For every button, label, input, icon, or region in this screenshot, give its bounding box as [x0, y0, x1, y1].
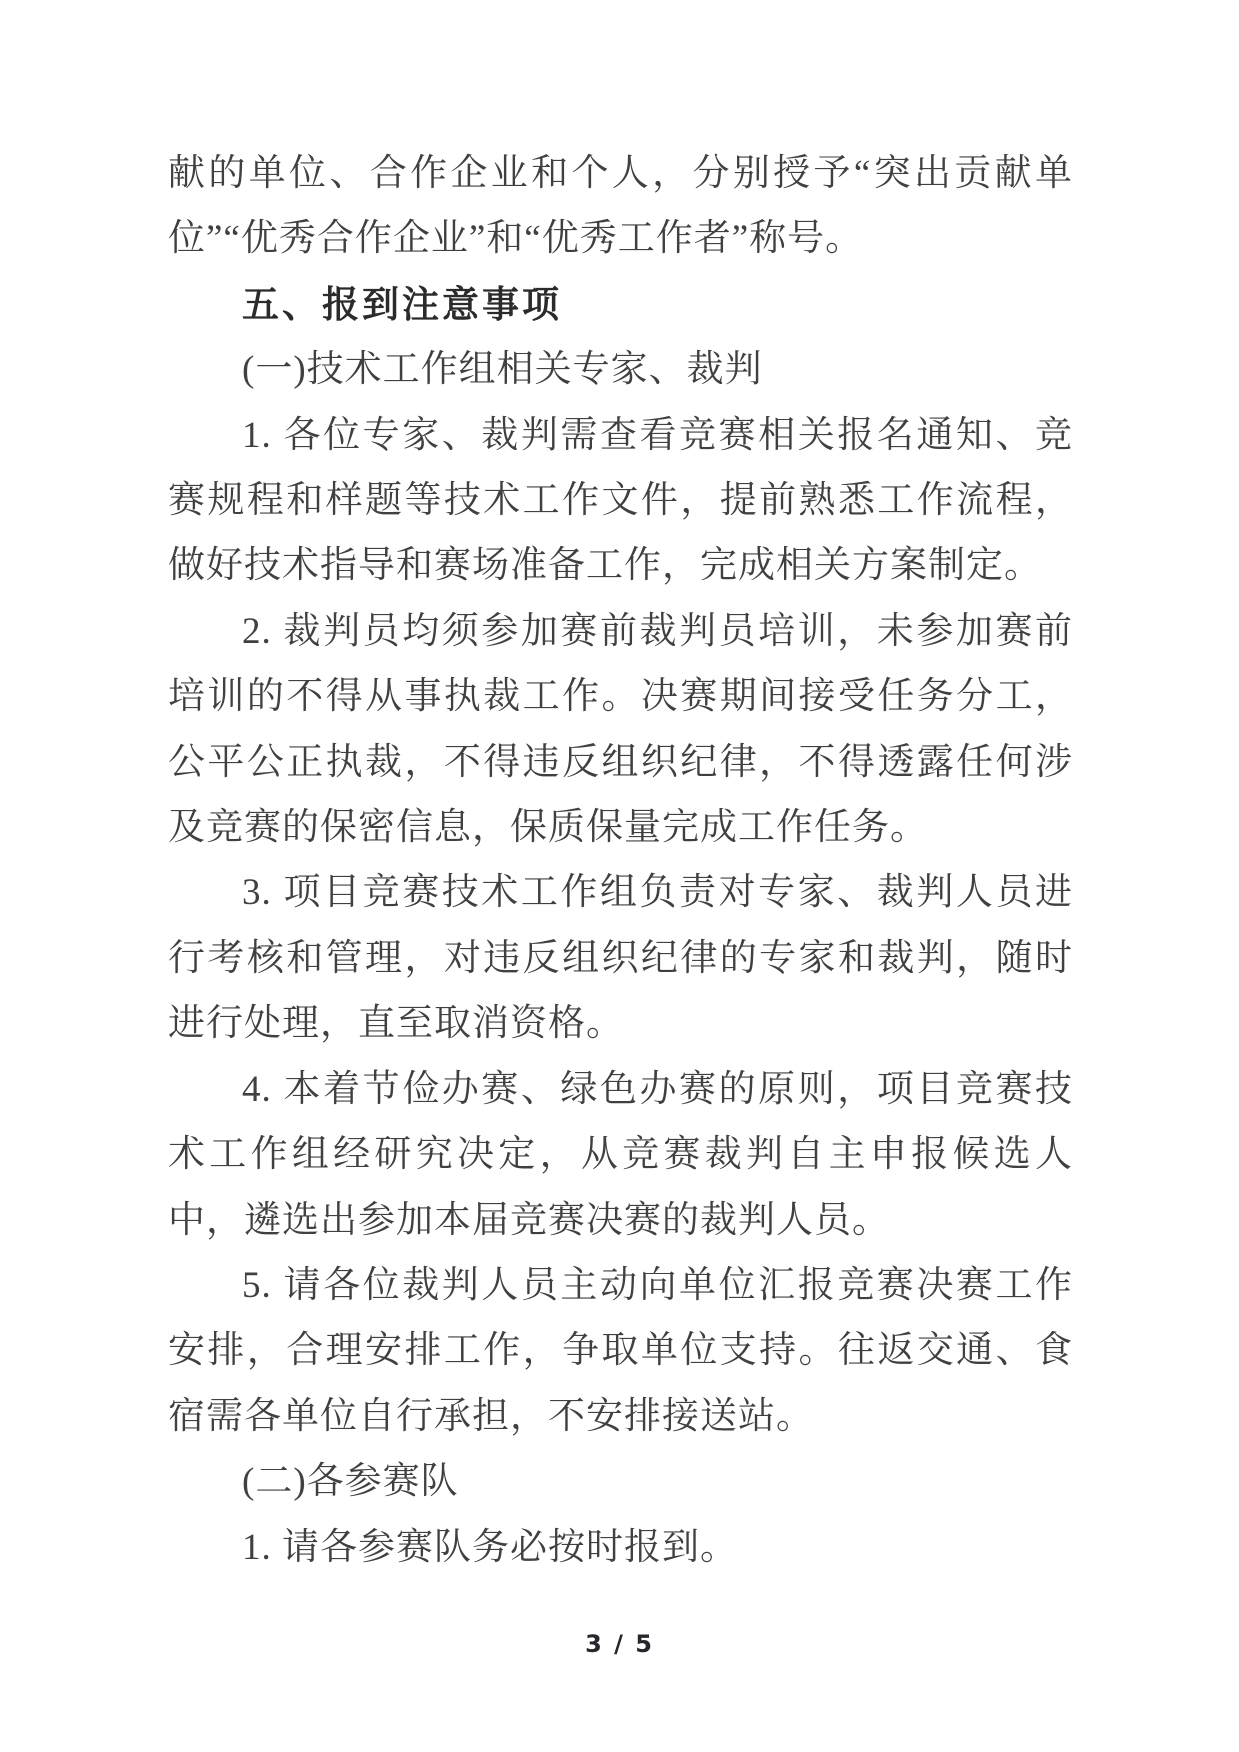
list-item-6: 1. 请各参赛队务必按时报到。 [242, 1526, 738, 1568]
section-heading: 五、报到注意事项 [242, 283, 562, 325]
list-item-1: 1. 各位专家、裁判需查看竞赛相关报名通知、竞赛规程和样题等技术工作文件，提前熟悉工作流程，做好技术指导和赛场准备工作，完成相关方案制定。 [168, 414, 1073, 587]
page-number: 3 / 5 [585, 1630, 654, 1658]
list-item-5: 5. 请各位裁判人员主动向单位汇报竞赛决赛工作安排，合理安排工作，争取单位支持。往返交通、食宿需各单位自行承担，不安排接送站。 [168, 1264, 1073, 1437]
list-item-3: 3. 项目竞赛技术工作组负责对专家、裁判人员进行考核和管理，对违反组织纪律的专家和裁判，随时进行处理，直至取消资格。 [168, 872, 1073, 1045]
subsection-heading-1: (一)技术工作组相关专家、裁判 [242, 349, 763, 391]
paragraph-continuation: 献的单位、合作企业和个人，分别授予“突出贡献单位”“优秀合作企业”和“优秀工作者”称号。 [168, 153, 1073, 260]
document-body [168, 141, 1073, 1580]
list-item-4: 4. 本着节俭办赛、绿色办赛的原则，项目竞赛技术工作组经研究决定，从竞赛裁判自主申报候选人中，遴选出参加本届竞赛决赛的裁判人员。 [168, 1068, 1073, 1241]
subsection-heading-2: (二)各参赛队 [242, 1461, 459, 1503]
list-item-2: 2. 裁判员均须参加赛前裁判员培训，未参加赛前培训的不得从事执裁工作。决赛期间接受任务分工，公平公正执裁，不得违反组织纪律，不得透露任何涉及竞赛的保密信息，保质保量完成工作任务。 [168, 610, 1073, 849]
